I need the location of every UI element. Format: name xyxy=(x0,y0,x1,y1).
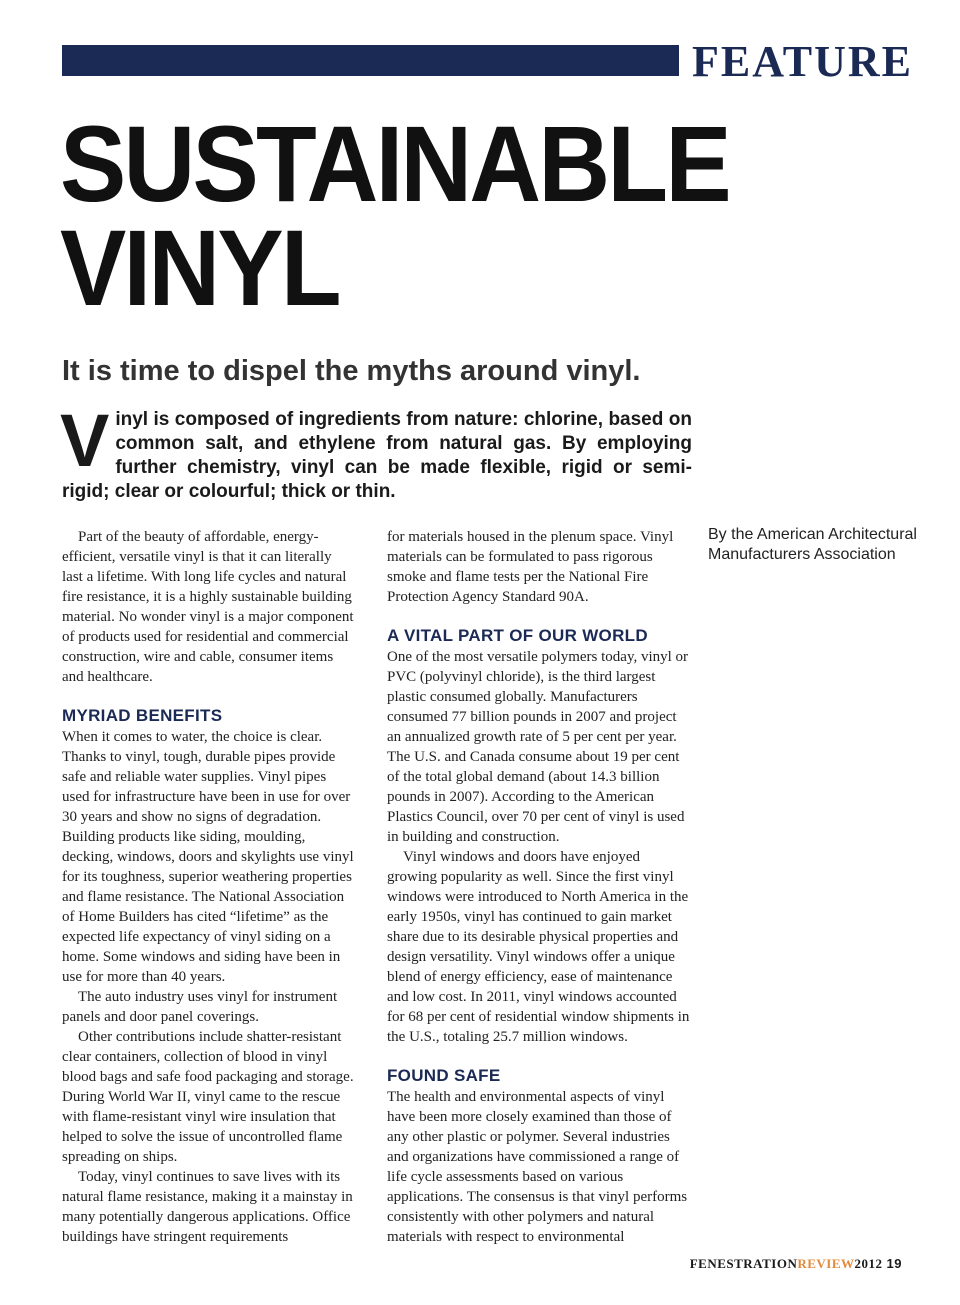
body-paragraph: Other contributions include shatter-resistant clear containers, collection of blood in vinyl blood bags and safe food packaging and storage. During World War II, vinyl came to the rescue with flame-resistant vinyl wire insulation that helped to solve the issue of uncontrolled flame spreading on ships. xyxy=(62,1029,354,1165)
title-line-2: VINYL xyxy=(60,207,339,328)
body-paragraph: The auto industry uses vinyl for instrument panels and door panel coverings. xyxy=(62,989,338,1025)
title-line-1: SUSTAINABLE xyxy=(60,103,729,224)
intro-paragraph xyxy=(60,399,692,504)
body-column-2 xyxy=(387,527,693,1247)
magazine-name-part2: REVIEW xyxy=(797,1256,855,1271)
drop-cap: V xyxy=(60,399,110,482)
body-paragraph: One of the most versatile polymers today, vinyl or PVC (polyvinyl chloride), is the third largest plastic consumed globally. Manufacturers consumed 77 billion pounds in 2007 and project an annualized growth rate of 5 per cent per year. The U.S. and Canada consume about 19 per cent of the total global demand (about 14.3 billion pounds in 2007). According to the American Plastics Council, over 70 per cent of vinyl is used in building and construction. xyxy=(387,649,689,845)
body-paragraph: Today, vinyl continues to save lives with its natural flame resistance, making it a mainstay in many potentially dangerous applications. Office buildings have stringent requirements xyxy=(62,1169,353,1245)
magazine-name-part1: FENESTRATION xyxy=(689,1256,798,1271)
section-label: FEATURE xyxy=(692,37,913,86)
body-paragraph: for materials housed in the plenum space. Vinyl materials can be formulated to pass rigorous smoke and flame tests per the National Fire Protection Agency Standard 90A. xyxy=(387,529,674,605)
body-column-1 xyxy=(62,527,356,1247)
subhead-vital-part: A VITAL PART OF OUR WORLD xyxy=(387,626,648,645)
body-paragraph: Vinyl windows and doors have enjoyed growing popularity as well. Since the first vinyl windows were introduced to North America in the early 1950s, vinyl has continued to gain market share due to its desirable physical properties and design versatility. Vinyl windows offer a unique blend of energy efficiency, ease of maintenance and low cost. In 2011, vinyl windows accounted for 68 per cent of residential window shipments in the U.S., totaling 25.7 million windows. xyxy=(387,849,690,1045)
article-title xyxy=(60,103,729,328)
body-paragraph: When it comes to water, the choice is clear. Thanks to vinyl, tough, durable pipes provide safe and reliable water supplies. Vinyl pipes used for infrastructure have been in use for over 30 years and show no signs of degradation. Building products like siding, moulding, decking, windows, doors and skylights use vinyl for its toughness, superior weathering properties and flame resistance. The National Association of Home Builders has cited “lifetime” as the expected life expectancy of vinyl siding on a home. Some windows and siding have been in use for more than 40 years. xyxy=(62,729,354,985)
subhead-found-safe: FOUND SAFE xyxy=(387,1066,501,1085)
issue-year: 2012 xyxy=(854,1256,883,1271)
subhead-myriad-benefits: MYRIAD BENEFITS xyxy=(62,706,223,725)
body-paragraph: The health and environmental aspects of vinyl have been more closely examined than those of any other plastic or polymer. Several industries and organizations have commissioned a range of life cycle assessments based on various applications. The consensus is that vinyl performs consistently with other polymers and natural materials with respect to environmental xyxy=(387,1089,688,1245)
article-deck: It is time to dispel the myths around vinyl. xyxy=(62,355,641,387)
header-rule-bar xyxy=(62,45,679,76)
page-footer xyxy=(690,1256,902,1272)
page-number: 19 xyxy=(886,1256,902,1271)
byline: By the American Architectural Manufacturers Association xyxy=(708,526,917,563)
intro-text: inyl is composed of ingredients from nature: chlorine, based on common salt, and ethylene from natural gas. By employing further chemistry, vinyl can be made flexible, rigid or semi-rigid; clear or colourful; thick or thin. xyxy=(62,409,692,502)
body-paragraph: Part of the beauty of affordable, energy-efficient, versatile vinyl is that it can literally last a lifetime. With long life cycles and natural fire resistance, it is a highly sustainable building material. No wonder vinyl is a major component of products used for residential and commercial construction, wire and cable, consumer items and healthcare. xyxy=(62,529,354,685)
